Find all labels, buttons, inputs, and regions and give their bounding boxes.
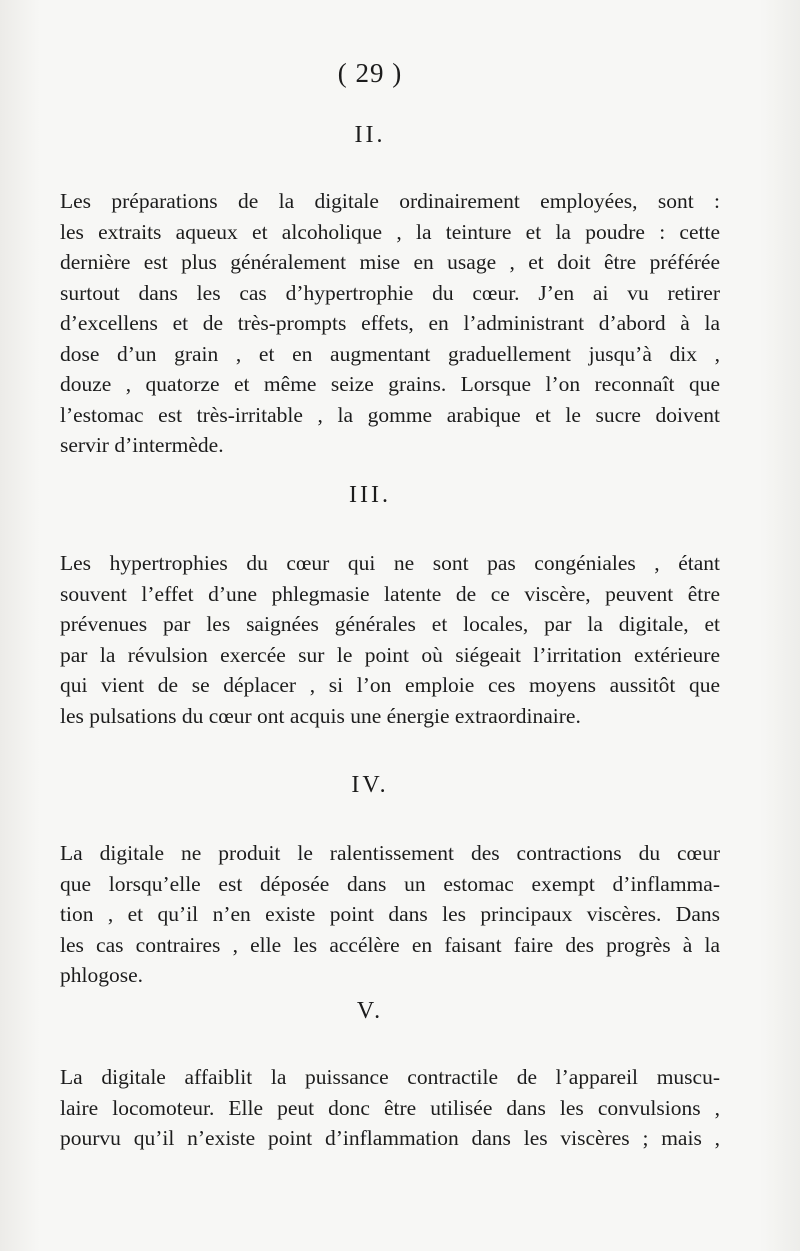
text-line: servir d’intermède. <box>60 433 224 457</box>
section-heading-iii: III. <box>349 482 391 508</box>
paragraph-iii <box>60 548 720 731</box>
text-line: laire locomoteur. Elle peut donc être utilisée dans les convulsions , <box>60 1095 720 1120</box>
section-heading-v: V. <box>356 998 384 1024</box>
text-line: par la révulsion exercée sur le point où siégeait l’irritation extérieure <box>60 642 720 667</box>
text-line: l’estomac est très-irritable , la gomme arabique et le sucre doivent <box>60 402 720 427</box>
text-line: tion , et qu’il n’en existe point dans les principaux viscères. Dans <box>60 902 720 926</box>
text-line: dernière est plus généralement mise en usage , et doit être préférée <box>60 250 720 274</box>
text-line: Les préparations de la digitale ordinairement employées, sont : <box>60 189 720 213</box>
section-heading-iv: IV. <box>351 772 389 798</box>
text-line: phlogose. <box>60 963 144 987</box>
text-line: qui vient de se déplacer , si l’on emploie ces moyens aussitôt que <box>60 673 720 697</box>
text-line: La digitale affaiblit la puissance contractile de l’appareil muscu- <box>60 1065 720 1089</box>
section-heading-ii: II. <box>354 122 386 148</box>
text-line: les extraits aqueux et alcoholique , la teinture et la poudre : cette <box>60 219 720 244</box>
text-line: les pulsations du cœur ont acquis une énergie extraordinaire. <box>60 703 581 728</box>
text-line: dose d’un grain , et en augmentant graduellement jusqu’à dix , <box>60 341 720 366</box>
text-line: Les hypertrophies du cœur qui ne sont pas congéniales , étant <box>60 551 720 575</box>
text-line: La digitale ne produit le ralentissement des contractions du cœur <box>60 841 720 865</box>
text-line: d’excellens et de très-prompts effets, en l’administrant d’abord à la <box>60 311 720 335</box>
text-line: les cas contraires , elle les accélère en faisant faire des progrès à la <box>60 932 720 957</box>
text-line: que lorsqu’elle est déposée dans un estomac exempt d’inflamma- <box>60 871 720 896</box>
text-line: surtout dans les cas d’hypertrophie du cœur. J’en ai vu retirer <box>60 280 720 305</box>
paragraph-ii <box>60 186 720 461</box>
text-line: souvent l’effet d’une phlegmasie latente de ce viscère, peuvent être <box>60 581 720 606</box>
paragraph-iv <box>60 838 720 991</box>
text-line: prévenues par les saignées générales et locales, par la digitale, et <box>60 612 720 636</box>
page-number: ( 29 ) <box>337 58 403 88</box>
text-line: pourvu qu’il n’existe point d’inflammation dans les viscères ; mais , <box>60 1126 720 1150</box>
text-line: douze , quatorze et même seize grains. Lorsque l’on reconnaît que <box>60 372 720 396</box>
paragraph-v <box>60 1062 720 1154</box>
